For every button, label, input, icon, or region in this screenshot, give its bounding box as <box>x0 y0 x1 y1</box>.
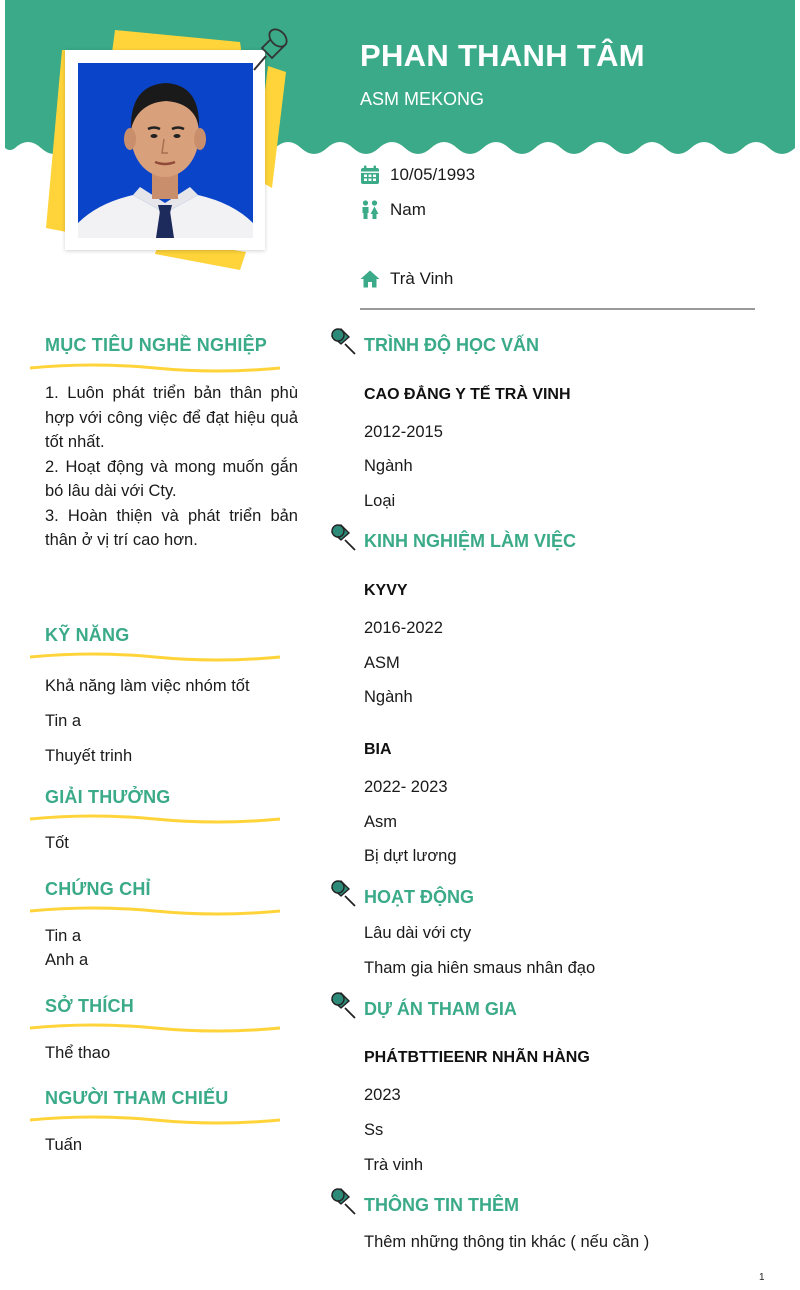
job-detail: Bị dựt lương <box>364 847 457 865</box>
skills-title: KỸ NĂNG <box>45 625 130 645</box>
page-number: 1 <box>759 1272 765 1283</box>
objective-text <box>45 381 298 553</box>
education-title: TRÌNH ĐỘ HỌC VẤN <box>364 335 539 355</box>
gender-icon <box>360 200 380 220</box>
education-school: CAO ĐẲNG Y TẾ TRÀ VINH <box>364 386 571 403</box>
hobby-item: Thể thao <box>45 1044 111 1062</box>
extra-info-text: Thêm những thông tin khác ( nếu cần ) <box>364 1233 650 1251</box>
project-role: Ss <box>364 1121 384 1139</box>
projects-title: DỰ ÁN THAM GIA <box>364 999 517 1019</box>
experience-title: KINH NGHIỆM LÀM VIỆC <box>364 531 577 551</box>
job-years: 2022- 2023 <box>364 778 448 796</box>
gender-row <box>360 198 426 222</box>
objective-item: 1. Luôn phát triển bản thân phù hợp với công việc để đạt hiệu quả tốt nhất. <box>45 384 298 451</box>
candidate-name: PHAN THANH TÂM <box>360 38 645 73</box>
objective-item: 3. Hoàn thiện và phát triển bản thân ở vị trí cao hơn. <box>45 506 298 549</box>
pin-icon <box>330 523 356 551</box>
wavy-divider <box>28 362 282 374</box>
skill-item: Thuyết trinh <box>45 747 133 765</box>
education-years: 2012-2015 <box>364 423 443 441</box>
calendar-icon <box>360 165 380 185</box>
education-major: Ngành <box>364 457 413 475</box>
address-row <box>360 267 453 291</box>
address-value: Trà Vinh <box>390 269 454 288</box>
wavy-divider <box>28 1022 282 1034</box>
profile-photo <box>78 63 253 238</box>
wavy-divider <box>28 651 282 663</box>
hobbies-title: SỞ THÍCH <box>45 996 134 1016</box>
references-title: NGƯỜI THAM CHIẾU <box>45 1088 229 1108</box>
education-rank: Loại <box>364 492 396 510</box>
extra-info-title: THÔNG TIN THÊM <box>364 1195 519 1215</box>
gender-value: Nam <box>390 200 426 219</box>
activity-item: Tham gia hiên smaus nhân đạo <box>364 959 596 977</box>
certificate-item: Anh a <box>45 951 89 969</box>
pin-icon <box>330 879 356 907</box>
pin-icon <box>330 991 356 1019</box>
reference-item: Tuấn <box>45 1136 82 1154</box>
pin-icon <box>330 327 356 355</box>
job-years: 2016-2022 <box>364 619 443 637</box>
project-place: Trà vinh <box>364 1156 423 1174</box>
objective-title: MỤC TIÊU NGHỀ NGHIỆP <box>45 335 268 355</box>
header-divider <box>360 308 755 310</box>
job-role: ASM <box>364 654 400 672</box>
awards-title: GIẢI THƯỞNG <box>45 787 171 807</box>
activity-item: Lâu dài với cty <box>364 924 472 942</box>
objective-item: 2. Hoạt động và mong muốn gắn bó lâu dài với Cty. <box>45 457 298 500</box>
skill-item: Khả năng làm việc nhóm tốt <box>45 677 250 695</box>
project-year: 2023 <box>364 1086 401 1104</box>
candidate-position: ASM MEKONG <box>360 89 485 109</box>
birthday-row <box>360 163 475 187</box>
pin-icon <box>248 26 292 74</box>
home-icon <box>360 269 380 289</box>
pin-icon <box>330 1187 356 1215</box>
birthday-value: 10/05/1993 <box>390 165 476 184</box>
skill-item: Tin a <box>45 712 82 730</box>
job-company: KYVY <box>364 582 408 599</box>
wavy-divider <box>28 813 282 825</box>
activities-title: HOẠT ĐỘNG <box>364 887 474 907</box>
job-role: Asm <box>364 813 397 831</box>
profile-photo-frame <box>65 50 265 250</box>
certificate-item: Tin a <box>45 927 82 945</box>
award-item: Tốt <box>45 834 69 852</box>
project-name: PHÁTBTTIEENR NHÃN HÀNG <box>364 1049 590 1066</box>
job-detail: Ngành <box>364 688 413 706</box>
wavy-divider <box>28 905 282 917</box>
certificates-title: CHỨNG CHỈ <box>45 879 151 899</box>
job-company: BIA <box>364 741 392 758</box>
wavy-divider <box>28 1114 282 1126</box>
